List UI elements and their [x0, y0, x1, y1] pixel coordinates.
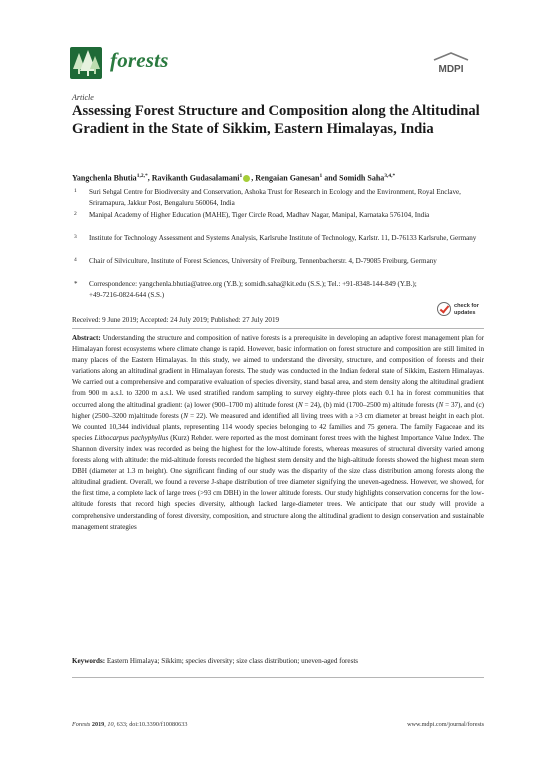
species-name: Lithocarpus pachyphyllus	[94, 433, 169, 442]
affiliation-number: 1	[74, 188, 77, 194]
affiliation-text: Manipal Academy of Higher Education (MAHE), Tiger Circle Road, Madhav Nagar, Manipal, Karnataka 576104, India	[89, 211, 430, 219]
author-list	[72, 171, 484, 184]
author-affiliation-marker: 3,4,*	[384, 173, 396, 179]
abstract-text: = 24), (b) mid (1700–2500 m) altitude forests (	[302, 400, 439, 409]
abstract-text: = 22). We measured and identified all living trees with a >3 cm diameter at breast height in each plot. We counted 10,344 individual plants, representing 114 woody species belonging to 42 families and 75 genera. The family Fagaceae and its species	[72, 411, 484, 442]
author-affiliation-marker: 1	[239, 173, 243, 179]
article-title: Assessing Forest Structure and Composition along the Altitudinal Gradient in the State of Sikkim, Eastern Himalayas, India	[72, 103, 480, 137]
sample-size-symbol: N	[297, 400, 303, 409]
keywords-text: Eastern Himalaya; Sikkim; species diversity; size class distribution; uneven-aged forests	[105, 657, 359, 665]
footer-journal: Forests	[72, 721, 91, 728]
footer-year: 2019	[90, 721, 105, 728]
author-name[interactable]: Yangchenla Bhutia	[72, 173, 137, 183]
mdpi-logo-icon[interactable]	[430, 52, 472, 76]
abstract-text: = 37), and (c) higher (2500–3200 m)altitude forests (	[72, 400, 484, 420]
author-separator: ,	[147, 173, 152, 183]
keywords	[72, 656, 484, 667]
publication-dates: Received: 9 June 2019; Accepted: 24 July 2019; Published: 27 July 2019	[72, 316, 280, 324]
affiliation-number: 3	[74, 234, 77, 240]
journal-name[interactable]: forests	[110, 48, 169, 72]
affiliation-text: Suri Sehgal Centre for Biodiversity and Conservation, Ashoka Trust for Research in Ecology and the Environment, Royal Enclave, Sriramapura, Jakkur Post, Bengaluru 560064, India	[89, 188, 461, 207]
footer-volume: , 10	[104, 721, 114, 728]
abstract	[72, 333, 484, 533]
forests-tree-logo-icon	[70, 47, 102, 79]
check-updates-label	[454, 303, 479, 316]
author-separator: and	[322, 173, 340, 183]
divider	[72, 677, 484, 678]
affiliation-text: Institute for Technology Assessment and Systems Analysis, Karlsruhe Institute of Technology, Karlstr. 11, D-76133 Karlsruhe, Germany	[89, 234, 477, 242]
affiliation-text: Chair of Silviculture, Institute of Forest Sciences, University of Freiburg, Tennenbacherstr. 4, D-79085 Freiburg, Germany	[89, 257, 437, 265]
author-affiliation-marker: 1	[319, 173, 323, 179]
author-name[interactable]: Ravikanth Gudasalamani	[151, 173, 240, 183]
author-affiliation-marker: 1,2,*	[136, 173, 148, 179]
author-name[interactable]: Rengaian Ganesan	[255, 173, 320, 183]
sample-size-symbol: N	[183, 411, 188, 420]
correspondence-text[interactable]: Correspondence: yangchenla.bhutia@atree.org (Y.B.); somidh.saha@kit.edu (S.S.); Tel.: +91-8348-144-849 (Y.B.); +49-7216-0824-644 (S.S.)	[89, 280, 417, 299]
author-name[interactable]: Somidh Saha	[339, 173, 385, 183]
orcid-icon[interactable]	[243, 175, 250, 182]
check-updates-icon	[437, 302, 451, 316]
sample-size-symbol: N	[438, 400, 444, 409]
check-updates-line2: updates	[454, 309, 476, 316]
footer-doi[interactable]: , 633; doi:10.3390/f10080633	[113, 721, 188, 728]
abstract-label: Abstract:	[72, 334, 101, 342]
check-updates-line1: check for	[454, 303, 479, 309]
keywords-label: Keywords:	[72, 657, 106, 665]
abstract-text: (Kurz) Rehder. were reported as the most dominant forest trees with the highest Importance Value Index. The Shannon diversity index was recorded as being the highest for the low-altitude forests, whereas measures of structural diversity varied among forests along with altitude: the mid-altitude forests recorded the highest stem density and the high-altitude forests showed the highest mean stem DBH (diameter at 1.3 m height). One significant finding of our study was the disparity of the size class distribution among forests along the altitudinal gradient. Overall, we found a reverse J-shape distribution of tree diameter signifying the uneven-agedness. However, we showed, for the first time, a complete lack of large trees (>93 cm DBH) in the lower altitude forests. Our study highlights conservation concerns for the low-altitude forests that record high species diversity, although lacked large-diameter trees. We anticipate that our study will provide a comprehensive understanding of forest diversity, composition, and structure along the altitudinal gradient to design conservation and sustainable management strategies	[72, 433, 484, 531]
check-for-updates-button[interactable]	[437, 302, 483, 320]
journal-url[interactable]: www.mdpi.com/journal/forests	[407, 721, 484, 728]
affiliation-number: 2	[74, 211, 77, 217]
affiliation-number: 4	[74, 257, 77, 263]
divider	[72, 328, 484, 329]
correspondence-marker: *	[74, 280, 78, 288]
mdpi-logo-text: MDPI	[438, 64, 464, 75]
article-type: Article	[72, 93, 94, 102]
abstract-text: Understanding the structure and composition of native forests is a prerequisite in developing an adaptive forest management plan for Himalayan forest ecosystems where climate change is rapid. However, basic information on forest structure and composition are still limited in many places of the Eastern Himalayas. In this study, we aimed to understand the diversity, structure, and composition of forests and their variations along an altitudinal gradient in Himalayan forests. The study was conducted in the Indian federal state of Sikkim, Eastern Himalayas. We carried out a comprehensive and comparative evaluation of species diversity, stand basal area, and stem density along the altitudinal gradient from 900 m a.s.l. to 3200 m a.s.l. We used stratified random sampling to survey eighty-three plots each 0.1 ha in forest communities that occurred along the altitudinal gradient: (a) lower (900–1700 m) altitude forest (	[72, 334, 484, 409]
citation-footer	[72, 721, 187, 728]
author-separator: ,	[251, 173, 256, 183]
